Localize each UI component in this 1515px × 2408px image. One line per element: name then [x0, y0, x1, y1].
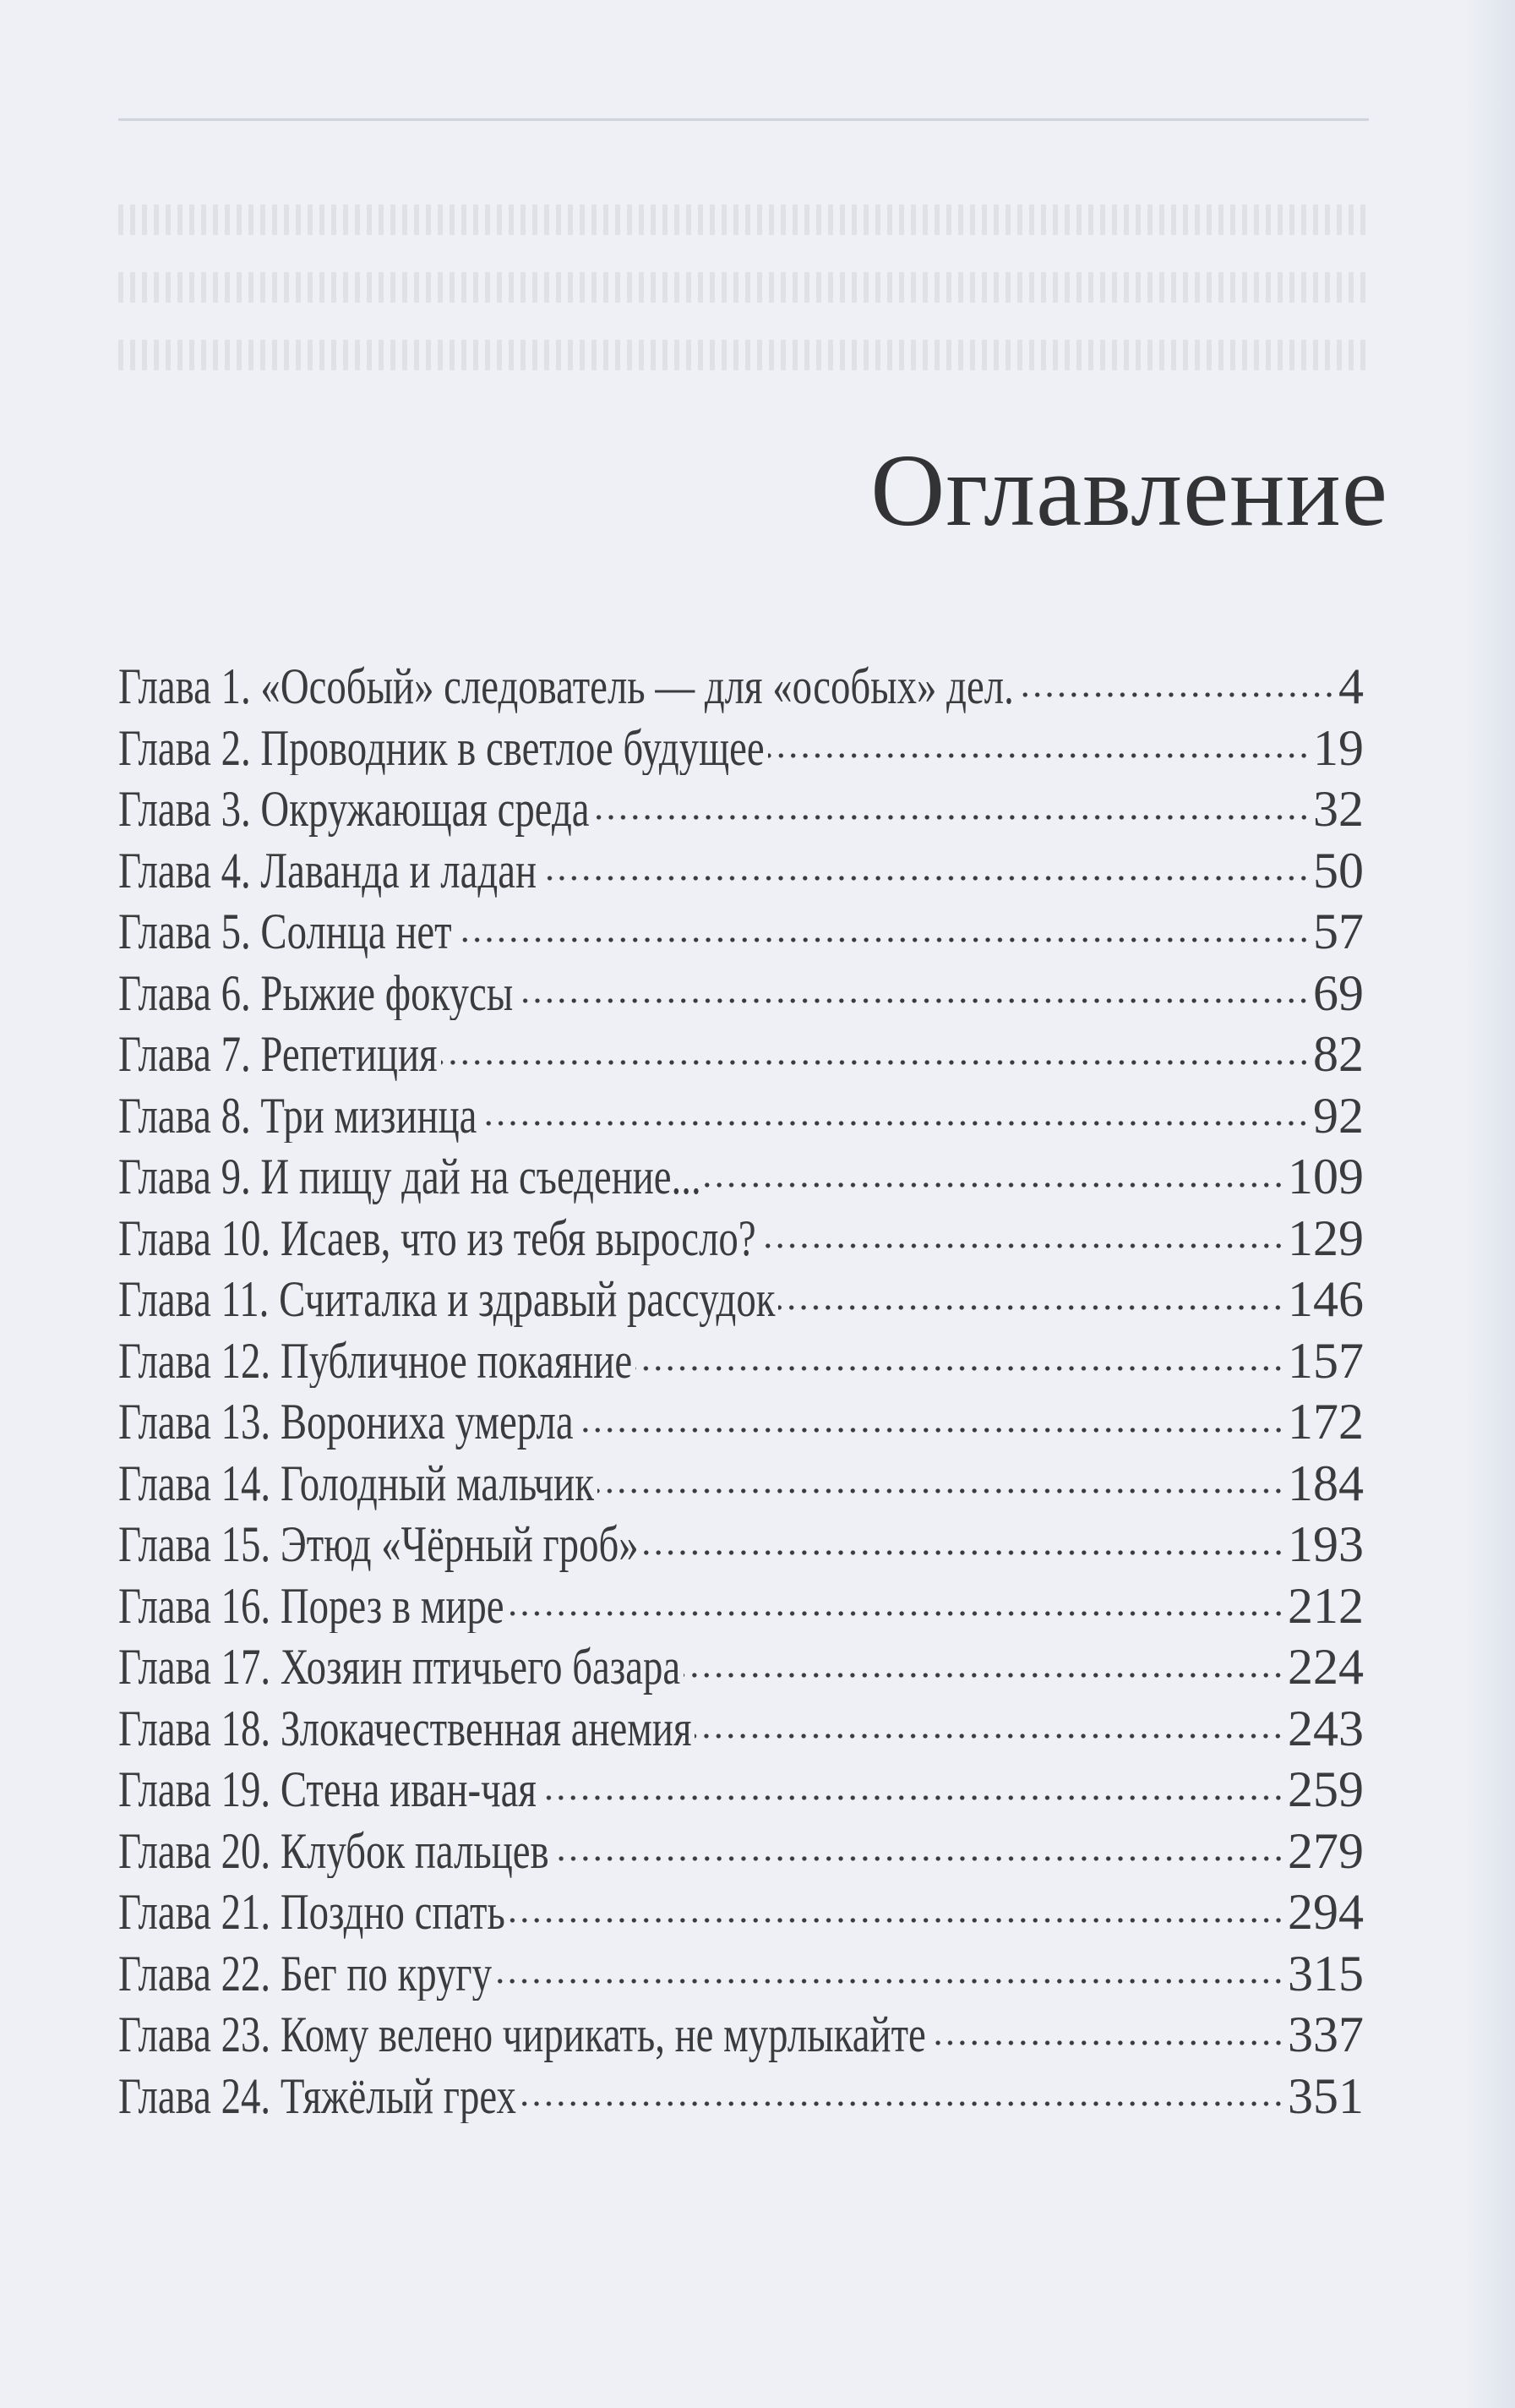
toc-entry-label: Глава 8. Три мизинца	[118, 1087, 477, 1143]
toc-entry[interactable]	[118, 1388, 1364, 1450]
toc-entry-label: Глава 13. Ворониха умерла	[118, 1394, 574, 1450]
toc-entry-label: Глава 10. Исаев, что из тебя выросло?	[118, 1209, 756, 1265]
dot-leader	[635, 1327, 1284, 1378]
toc-entry[interactable]	[118, 1082, 1364, 1144]
toc-entry-label-wrap	[118, 1881, 505, 1940]
toc-entry[interactable]	[118, 1327, 1364, 1389]
toc-entry-page-number: 294	[1288, 1884, 1364, 1940]
toc-entry-label: Глава 2. Проводник в светлое будущее	[118, 719, 765, 775]
toc-entry-label: Глава 1. «Особый» следователь — для «особых» дел.	[118, 658, 1014, 714]
toc-entry-label-wrap	[118, 778, 590, 837]
toc-entry[interactable]	[118, 1020, 1364, 1082]
table-of-contents	[118, 653, 1364, 2123]
toc-entry-page-number: 82	[1313, 1026, 1364, 1082]
toc-entry-label-wrap	[118, 1208, 756, 1266]
toc-entry-page-number: 193	[1288, 1516, 1364, 1572]
dot-leader	[495, 1940, 1284, 1990]
toc-entry-page-number: 259	[1288, 1761, 1364, 1817]
toc-entry-page-number: 243	[1288, 1700, 1364, 1755]
toc-entry-label: Глава 22. Бег по кругу	[118, 1945, 493, 2001]
toc-entry-label: Глава 24. Тяжёлый грех	[118, 2067, 516, 2123]
toc-entry-label: Глава 14. Голодный мальчик	[118, 1455, 594, 1510]
toc-entry[interactable]	[118, 1450, 1364, 1511]
toc-entry-page-number: 184	[1288, 1455, 1364, 1510]
toc-entry-label: Глава 7. Репетиция	[118, 1026, 438, 1082]
toc-entry-label-wrap	[118, 1453, 594, 1511]
dot-leader	[929, 2001, 1284, 2051]
toc-entry[interactable]	[118, 1265, 1364, 1327]
dot-leader	[577, 1388, 1284, 1439]
toc-entry[interactable]	[118, 837, 1364, 898]
toc-entry-label-wrap	[118, 2004, 926, 2062]
toc-entry-page-number: 69	[1313, 964, 1364, 1020]
toc-entry-label: Глава 5. Солнца нет	[118, 904, 452, 959]
toc-entry-label: Глава 16. Порез в мире	[118, 1577, 504, 1633]
toc-entry-label-wrap	[118, 1269, 775, 1327]
toc-entry-label-wrap	[118, 1575, 504, 1634]
dot-leader	[778, 1265, 1284, 1316]
toc-entry-label-wrap	[118, 1146, 701, 1204]
toc-entry-label: Глава 12. Публичное покаяние	[118, 1332, 633, 1388]
dot-leader	[540, 837, 1310, 887]
toc-entry-label-wrap	[118, 718, 765, 776]
dot-leader	[642, 1510, 1284, 1561]
reverse-page-text-show-through	[118, 194, 1369, 397]
toc-entry[interactable]	[118, 653, 1364, 714]
toc-entry-page-number: 279	[1288, 1822, 1364, 1878]
dot-leader	[593, 775, 1310, 826]
toc-entry-page-number: 351	[1288, 2067, 1364, 2123]
toc-entry-label-wrap	[118, 656, 1014, 714]
toc-entry-page-number: 19	[1313, 719, 1364, 775]
toc-entry-page-number: 224	[1288, 1639, 1364, 1695]
dot-leader	[516, 959, 1310, 1010]
toc-entry[interactable]	[118, 2001, 1364, 2062]
toc-entry-page-number: 337	[1288, 2007, 1364, 2062]
toc-entry-label: Глава 6. Рыжие фокусы	[118, 964, 514, 1020]
dot-leader	[695, 1695, 1284, 1745]
toc-entry-page-number: 32	[1313, 781, 1364, 837]
dot-leader	[768, 714, 1310, 765]
toc-entry[interactable]	[118, 1143, 1364, 1204]
toc-entry[interactable]	[118, 1878, 1364, 1940]
toc-entry-label: Глава 18. Злокачественная анемия	[118, 1700, 692, 1755]
toc-entry-label: Глава 9. И пищу дай на съедение...	[118, 1149, 701, 1204]
dot-leader	[520, 2062, 1284, 2113]
toc-entry-label: Глава 17. Хозяин птичьего базара	[118, 1639, 681, 1695]
toc-entry-label-wrap	[118, 1330, 632, 1389]
dot-leader	[540, 1755, 1284, 1806]
toc-entry[interactable]	[118, 1817, 1364, 1879]
toc-entry-page-number: 157	[1288, 1332, 1364, 1388]
dot-leader	[1017, 653, 1335, 703]
toc-entry-label-wrap	[118, 1821, 549, 1879]
toc-entry-label-wrap	[118, 1759, 537, 1817]
dot-leader	[441, 1020, 1310, 1071]
toc-entry[interactable]	[118, 1940, 1364, 2001]
toc-entry-page-number: 92	[1313, 1087, 1364, 1143]
toc-entry-label: Глава 11. Считалка и здравый рассудок	[118, 1271, 776, 1327]
toc-entry[interactable]	[118, 1695, 1364, 1756]
dot-leader	[509, 1878, 1284, 1929]
toc-entry-page-number: 172	[1288, 1394, 1364, 1450]
toc-entry[interactable]	[118, 1633, 1364, 1695]
toc-entry[interactable]	[118, 898, 1364, 959]
toc-entry-label: Глава 4. Лаванда и ладан	[118, 842, 537, 898]
toc-entry-label-wrap	[118, 1085, 477, 1144]
dot-leader	[480, 1082, 1310, 1133]
toc-entry-label: Глава 21. Поздно спать	[118, 1884, 505, 1940]
dot-leader	[597, 1450, 1284, 1500]
toc-entry-label: Глава 20. Клубок пальцев	[118, 1822, 549, 1878]
toc-entry-label-wrap	[118, 840, 537, 898]
toc-entry-label: Глава 3. Окружающая среда	[118, 781, 590, 837]
dot-leader	[705, 1143, 1284, 1193]
toc-entry[interactable]	[118, 2062, 1364, 2124]
toc-entry-label-wrap	[118, 1024, 438, 1082]
toc-entry-page-number: 146	[1288, 1271, 1364, 1327]
toc-entry-label-wrap	[118, 1391, 574, 1450]
page-title: Оглавление	[870, 434, 1388, 548]
reverse-page-show-through	[118, 46, 1369, 123]
toc-entry-label-wrap	[118, 901, 452, 959]
toc-entry-label: Глава 23. Кому велено чирикать, не мурлыкайте	[118, 2007, 926, 2062]
toc-entry[interactable]	[118, 714, 1364, 776]
toc-entry-label-wrap	[118, 1943, 492, 2001]
toc-entry-label-wrap	[118, 1514, 639, 1572]
toc-entry[interactable]	[118, 775, 1364, 837]
page-edge-shadow	[1464, 0, 1515, 2408]
toc-entry-label-wrap	[118, 2066, 516, 2124]
toc-entry[interactable]	[118, 1510, 1364, 1572]
toc-entry-page-number: 109	[1288, 1149, 1364, 1204]
toc-entry-page-number: 57	[1313, 904, 1364, 959]
dot-leader	[684, 1633, 1284, 1684]
toc-entry[interactable]	[118, 1572, 1364, 1634]
toc-entry-label-wrap	[118, 1636, 680, 1695]
toc-entry[interactable]	[118, 959, 1364, 1021]
toc-entry-page-number: 212	[1288, 1577, 1364, 1633]
toc-entry-label-wrap	[118, 1698, 691, 1756]
toc-entry-label: Глава 15. Этюд «Чёрный гроб»	[118, 1516, 639, 1572]
toc-entry[interactable]	[118, 1755, 1364, 1817]
toc-entry-page-number: 4	[1338, 658, 1364, 714]
dot-leader	[760, 1204, 1284, 1255]
toc-entry-label: Глава 19. Стена иван-чая	[118, 1761, 537, 1817]
dot-leader	[455, 898, 1310, 948]
reverse-page-header-rule	[118, 118, 1369, 121]
dot-leader	[508, 1572, 1284, 1623]
toc-entry-page-number: 315	[1288, 1945, 1364, 2001]
dot-leader	[553, 1817, 1284, 1868]
toc-entry-page-number: 50	[1313, 842, 1364, 898]
toc-entry-label-wrap	[118, 963, 513, 1021]
toc-entry-page-number: 129	[1288, 1209, 1364, 1265]
toc-entry[interactable]	[118, 1204, 1364, 1266]
